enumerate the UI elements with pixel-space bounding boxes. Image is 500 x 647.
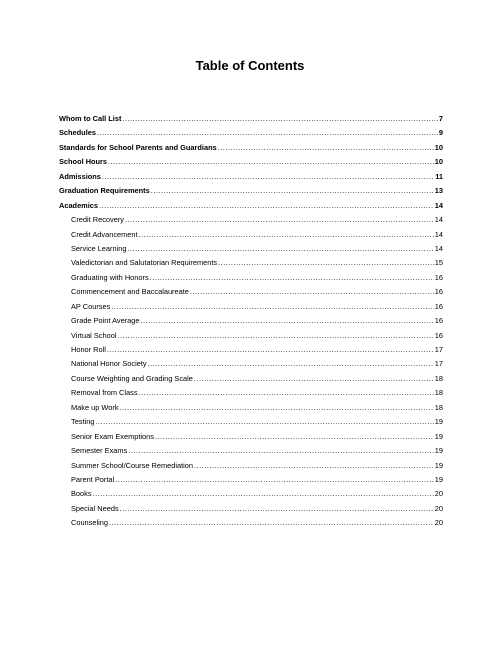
toc-entry-page-number: 19 bbox=[434, 446, 443, 456]
toc-dot-leader bbox=[127, 242, 433, 256]
toc-entry[interactable] bbox=[59, 184, 443, 198]
toc-dot-leader bbox=[128, 444, 433, 458]
toc-entry[interactable] bbox=[59, 314, 443, 328]
toc-entry-page-number: 13 bbox=[434, 186, 443, 196]
toc-entry-label: Semester Exams bbox=[71, 446, 128, 456]
toc-dot-leader bbox=[139, 386, 434, 400]
toc-dot-leader bbox=[102, 170, 434, 184]
toc-entry-label: Whom to Call List bbox=[59, 114, 122, 123]
toc-entry[interactable] bbox=[59, 285, 443, 299]
toc-entry[interactable] bbox=[59, 271, 443, 285]
toc-dot-leader bbox=[194, 372, 434, 386]
toc-entry[interactable] bbox=[59, 386, 443, 400]
toc-entry[interactable] bbox=[59, 444, 443, 458]
toc-dot-leader bbox=[150, 271, 434, 285]
toc-entry-page-number: 19 bbox=[434, 474, 443, 484]
toc-dot-leader bbox=[218, 141, 434, 155]
toc-entry[interactable] bbox=[59, 256, 443, 270]
toc-entry-label: Graduation Requirements bbox=[59, 186, 150, 196]
toc-dot-leader bbox=[97, 126, 438, 140]
toc-entry-page-number: 16 bbox=[434, 272, 443, 282]
toc-entry-page-number: 14 bbox=[434, 215, 443, 225]
toc-entry-page-number: 18 bbox=[434, 373, 443, 383]
page-title: Table of Contents bbox=[195, 58, 305, 73]
toc-entry-label: Standards for School Parents and Guardians bbox=[59, 142, 217, 152]
toc-entry-page-number: 20 bbox=[434, 518, 443, 528]
toc-entry-page-number: 16 bbox=[434, 330, 443, 340]
toc-entry[interactable] bbox=[59, 372, 443, 386]
toc-entry-label: Graduating with Honors bbox=[71, 272, 149, 282]
toc-entry-label: AP Courses bbox=[71, 301, 111, 311]
toc-dot-leader bbox=[108, 155, 434, 169]
toc-dot-leader bbox=[107, 343, 434, 357]
toc-dot-leader bbox=[99, 199, 434, 213]
toc-dot-leader bbox=[151, 184, 434, 198]
toc-entry[interactable] bbox=[59, 415, 443, 429]
toc-entry[interactable] bbox=[59, 242, 443, 256]
toc-dot-leader bbox=[95, 415, 433, 429]
toc-dot-leader bbox=[155, 430, 434, 444]
toc-entry-label: Academics bbox=[59, 200, 99, 210]
toc-entry-label: National Honor Society bbox=[71, 359, 147, 369]
toc-entry[interactable] bbox=[59, 343, 443, 357]
toc-entry-page-number: 7 bbox=[438, 114, 443, 123]
toc-entry-label: School Hours bbox=[59, 157, 108, 167]
toc-dot-leader bbox=[218, 256, 434, 270]
toc-entry-label: Parent Portal bbox=[71, 474, 115, 484]
toc-entry-label: Valedictorian and Salutatorian Requirements bbox=[71, 258, 218, 268]
toc-entry-page-number: 19 bbox=[434, 417, 443, 427]
toc-entry-page-number: 18 bbox=[434, 388, 443, 398]
toc-entry-label: Credit Recovery bbox=[71, 215, 124, 225]
toc-entry[interactable] bbox=[59, 401, 443, 415]
toc-entry-page-number: 17 bbox=[434, 359, 443, 369]
toc-entry[interactable] bbox=[59, 487, 443, 501]
toc-entry-label: Course Weighting and Grading Scale bbox=[71, 373, 193, 383]
toc-entry[interactable] bbox=[59, 126, 443, 140]
toc-dot-leader bbox=[93, 487, 434, 501]
toc-entry-label: Admissions bbox=[59, 171, 101, 181]
toc-entry-label: Counseling bbox=[71, 518, 108, 528]
toc-entry-label: Senior Exam Exemptions bbox=[71, 431, 154, 441]
toc-entry-page-number: 9 bbox=[438, 128, 443, 138]
toc-dot-leader bbox=[120, 502, 434, 516]
toc-dot-leader bbox=[117, 329, 433, 343]
toc-entry[interactable] bbox=[59, 228, 443, 242]
toc-list bbox=[59, 112, 443, 531]
toc-entry-page-number: 14 bbox=[434, 200, 443, 210]
toc-entry-page-number: 18 bbox=[434, 402, 443, 412]
toc-entry[interactable] bbox=[59, 502, 443, 516]
toc-entry[interactable] bbox=[59, 141, 443, 155]
toc-entry-page-number: 10 bbox=[434, 157, 443, 167]
toc-entry-label: Summer School/Course Remediation bbox=[71, 460, 193, 470]
toc-entry[interactable] bbox=[59, 357, 443, 371]
toc-dot-leader bbox=[148, 357, 434, 371]
toc-dot-leader bbox=[111, 300, 433, 314]
toc-entry-label: Make up Work bbox=[71, 402, 119, 412]
toc-entry-page-number: 17 bbox=[434, 345, 443, 354]
toc-entry-page-number: 19 bbox=[434, 460, 443, 470]
toc-entry[interactable] bbox=[59, 459, 443, 473]
toc-entry[interactable] bbox=[59, 199, 443, 213]
toc-entry[interactable] bbox=[59, 112, 443, 126]
toc-dot-leader bbox=[194, 459, 434, 473]
toc-entry[interactable] bbox=[59, 155, 443, 169]
toc-entry-page-number: 14 bbox=[434, 243, 443, 253]
toc-entry-label: Schedules bbox=[59, 128, 96, 138]
toc-entry[interactable] bbox=[59, 300, 443, 314]
toc-entry-label: Grade Point Average bbox=[71, 316, 140, 326]
toc-entry-label: Credit Advancement bbox=[71, 229, 138, 239]
toc-dot-leader bbox=[120, 401, 434, 415]
toc-entry-page-number: 16 bbox=[434, 301, 443, 311]
toc-dot-leader bbox=[125, 213, 434, 227]
toc-dot-leader bbox=[122, 112, 437, 126]
toc-dot-leader bbox=[140, 314, 433, 328]
toc-entry[interactable] bbox=[59, 170, 443, 184]
toc-entry-page-number: 14 bbox=[434, 229, 443, 239]
toc-dot-leader bbox=[190, 285, 434, 299]
toc-entry-label: Testing bbox=[71, 417, 95, 427]
toc-entry-page-number: 16 bbox=[434, 287, 443, 297]
toc-entry[interactable] bbox=[59, 516, 443, 530]
toc-entry-page-number: 20 bbox=[434, 503, 443, 513]
toc-entry[interactable] bbox=[59, 430, 443, 444]
toc-entry-label: Removal from Class bbox=[71, 388, 138, 398]
toc-dot-leader bbox=[109, 516, 434, 530]
toc-entry[interactable] bbox=[59, 473, 443, 487]
toc-entry-label: Special Needs bbox=[71, 503, 119, 513]
toc-entry[interactable] bbox=[59, 213, 443, 227]
toc-entry-page-number: 16 bbox=[434, 316, 443, 326]
toc-entry-page-number: 19 bbox=[434, 431, 443, 441]
toc-dot-leader bbox=[115, 473, 434, 487]
toc-entry-label: Books bbox=[71, 489, 92, 499]
toc-entry-page-number: 20 bbox=[434, 489, 443, 499]
toc-entry[interactable] bbox=[59, 329, 443, 343]
toc-entry-page-number: 11 bbox=[435, 171, 443, 181]
toc-entry-label: Virtual School bbox=[71, 330, 117, 340]
toc-entry-label: Service Learning bbox=[71, 243, 127, 253]
toc-entry-label: Honor Roll bbox=[71, 345, 106, 354]
toc-dot-leader bbox=[139, 228, 434, 242]
toc-entry-page-number: 15 bbox=[434, 258, 443, 268]
toc-entry-label: Commencement and Baccalaureate bbox=[71, 287, 189, 297]
toc-entry-page-number: 10 bbox=[434, 142, 443, 152]
